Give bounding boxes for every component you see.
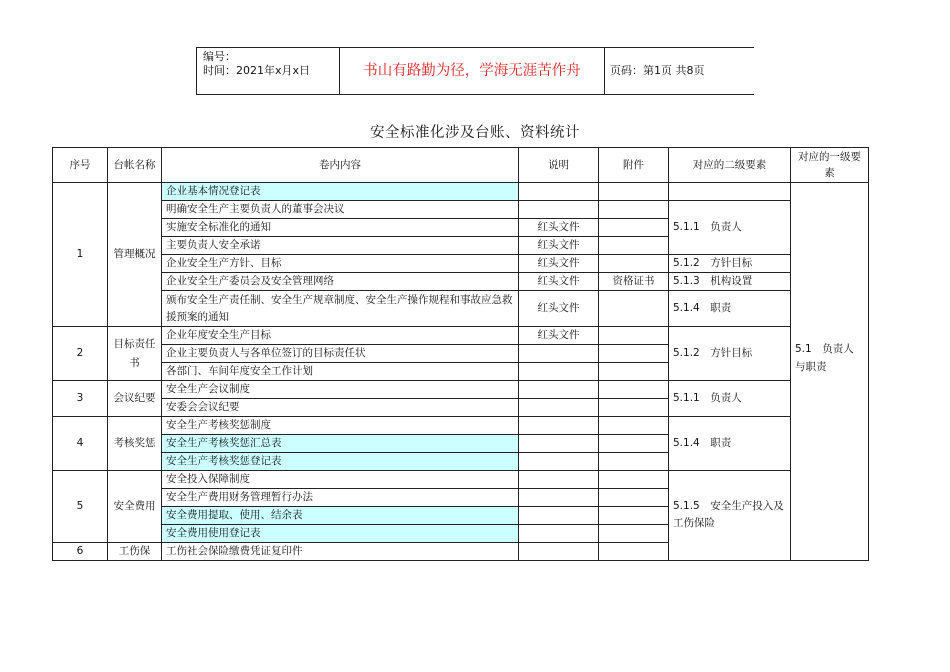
time-label: 时间：2021年x月x日 <box>203 64 311 77</box>
attach-cell <box>599 327 669 345</box>
attach-cell <box>599 237 669 255</box>
header-ledger: 台帐名称 <box>108 148 162 183</box>
content-cell: 企业主要负责人与各单位签订的目标责任状 <box>162 345 519 363</box>
ledger-cell: 目标责任书 <box>108 327 162 381</box>
attach-cell <box>599 291 669 327</box>
attach-cell <box>599 435 669 453</box>
req2-cell: 5.1.1 负责人 <box>669 201 791 255</box>
note-cell <box>519 471 599 489</box>
seq-cell: 6 <box>53 543 108 561</box>
attach-cell <box>599 417 669 435</box>
attach-cell <box>599 345 669 363</box>
content-cell: 企业安全生产方针、目标 <box>162 255 519 273</box>
attach-cell <box>599 381 669 399</box>
note-cell <box>519 507 599 525</box>
page-info: 页码：第1页 共8页 <box>610 64 705 77</box>
header-seq: 序号 <box>53 148 108 183</box>
attach-cell <box>599 183 669 201</box>
note-cell <box>519 183 599 201</box>
note-cell: 红头文件 <box>519 255 599 273</box>
table-row <box>53 417 869 435</box>
table-row <box>53 183 869 201</box>
note-cell <box>519 381 599 399</box>
note-cell <box>519 543 599 561</box>
note-cell: 红头文件 <box>519 219 599 237</box>
ledger-cell: 安全费用 <box>108 471 162 543</box>
req1-cell: 5.1 负责人与职责 <box>791 183 869 561</box>
document-title: 安全标准化涉及台账、资料统计 <box>370 125 580 141</box>
content-cell: 主要负责人安全承诺 <box>162 237 519 255</box>
note-cell: 红头文件 <box>519 273 599 291</box>
table-row <box>53 381 869 399</box>
ledger-cell: 会议纪要 <box>108 381 162 417</box>
header-content: 卷内内容 <box>162 148 519 183</box>
header-req1: 对应的一级要素 <box>791 148 869 183</box>
attach-cell <box>599 201 669 219</box>
seq-cell: 5 <box>53 471 108 543</box>
attach-cell <box>599 453 669 471</box>
content-cell: 安全费用提取、使用、结余表 <box>162 507 519 525</box>
ledger-cell: 管理概况 <box>108 183 162 327</box>
attach-cell <box>599 507 669 525</box>
ledger-table <box>52 147 869 561</box>
content-cell: 颁布安全生产责任制、安全生产规章制度、安全生产操作规程和事故应急救援预案的通知 <box>162 291 519 327</box>
attach-cell <box>599 525 669 543</box>
note-cell <box>519 489 599 507</box>
seq-cell: 1 <box>53 183 108 327</box>
attach-cell: 资格证书 <box>599 273 669 291</box>
seq-cell: 3 <box>53 381 108 417</box>
header-meta <box>197 48 340 94</box>
req2-cell: 5.1.2 方针目标 <box>669 327 791 381</box>
note-cell <box>519 399 599 417</box>
note-cell: 红头文件 <box>519 327 599 345</box>
content-cell: 各部门、车间年度安全工作计划 <box>162 363 519 381</box>
note-cell <box>519 201 599 219</box>
header-req2: 对应的二级要素 <box>669 148 791 183</box>
content-cell: 安全投入保障制度 <box>162 471 519 489</box>
note-cell <box>519 363 599 381</box>
req2-cell: 5.1.5 安全生产投入及工伤保险 <box>669 471 791 561</box>
attach-cell <box>599 363 669 381</box>
content-cell: 安全生产考核奖惩登记表 <box>162 453 519 471</box>
header-attach: 附件 <box>599 148 669 183</box>
attach-cell <box>599 399 669 417</box>
ledger-cell: 考核奖惩 <box>108 417 162 471</box>
content-cell: 明确安全生产主要负责人的董事会决议 <box>162 201 519 219</box>
content-cell: 企业年度安全生产目标 <box>162 327 519 345</box>
table-row <box>53 327 869 345</box>
note-cell <box>519 435 599 453</box>
content-cell: 安全生产考核奖惩汇总表 <box>162 435 519 453</box>
note-cell <box>519 453 599 471</box>
content-cell: 企业基本情况登记表 <box>162 183 519 201</box>
ledger-cell: 工伤保 <box>108 543 162 561</box>
content-cell: 安全生产费用财务管理暂行办法 <box>162 489 519 507</box>
attach-cell <box>599 219 669 237</box>
seq-cell: 4 <box>53 417 108 471</box>
content-cell: 安委会会议纪要 <box>162 399 519 417</box>
table-header-row <box>53 148 869 183</box>
table-row <box>53 255 869 273</box>
attach-cell <box>599 471 669 489</box>
req2-cell: 5.1.2 方针目标 <box>669 255 791 273</box>
req2-cell <box>669 183 791 201</box>
req2-cell: 5.1.4 职责 <box>669 291 791 327</box>
table-row <box>53 273 869 291</box>
content-cell: 安全费用使用登记表 <box>162 525 519 543</box>
content-cell: 实施安全标准化的通知 <box>162 219 519 237</box>
table-row <box>53 471 869 489</box>
document-header <box>196 47 754 95</box>
table-row <box>53 201 869 219</box>
req2-cell: 5.1.1 负责人 <box>669 381 791 417</box>
note-cell: 红头文件 <box>519 291 599 327</box>
content-cell: 安全生产会议制度 <box>162 381 519 399</box>
attach-cell <box>599 489 669 507</box>
attach-cell <box>599 543 669 561</box>
number-label: 编号： <box>203 50 236 63</box>
note-cell <box>519 345 599 363</box>
table-row <box>53 291 869 327</box>
attach-cell <box>599 255 669 273</box>
req2-cell: 5.1.3 机构设置 <box>669 273 791 291</box>
header-note: 说明 <box>519 148 599 183</box>
seq-cell: 2 <box>53 327 108 381</box>
note-cell: 红头文件 <box>519 237 599 255</box>
req2-cell: 5.1.4 职责 <box>669 417 791 471</box>
content-cell: 企业安全生产委员会及安全管理网络 <box>162 273 519 291</box>
note-cell <box>519 525 599 543</box>
note-cell <box>519 417 599 435</box>
content-cell: 工伤社会保险缴费凭证复印件 <box>162 543 519 561</box>
content-cell: 安全生产考核奖惩制度 <box>162 417 519 435</box>
header-motto: 书山有路勤为径，学海无涯苦作舟 <box>340 48 605 94</box>
